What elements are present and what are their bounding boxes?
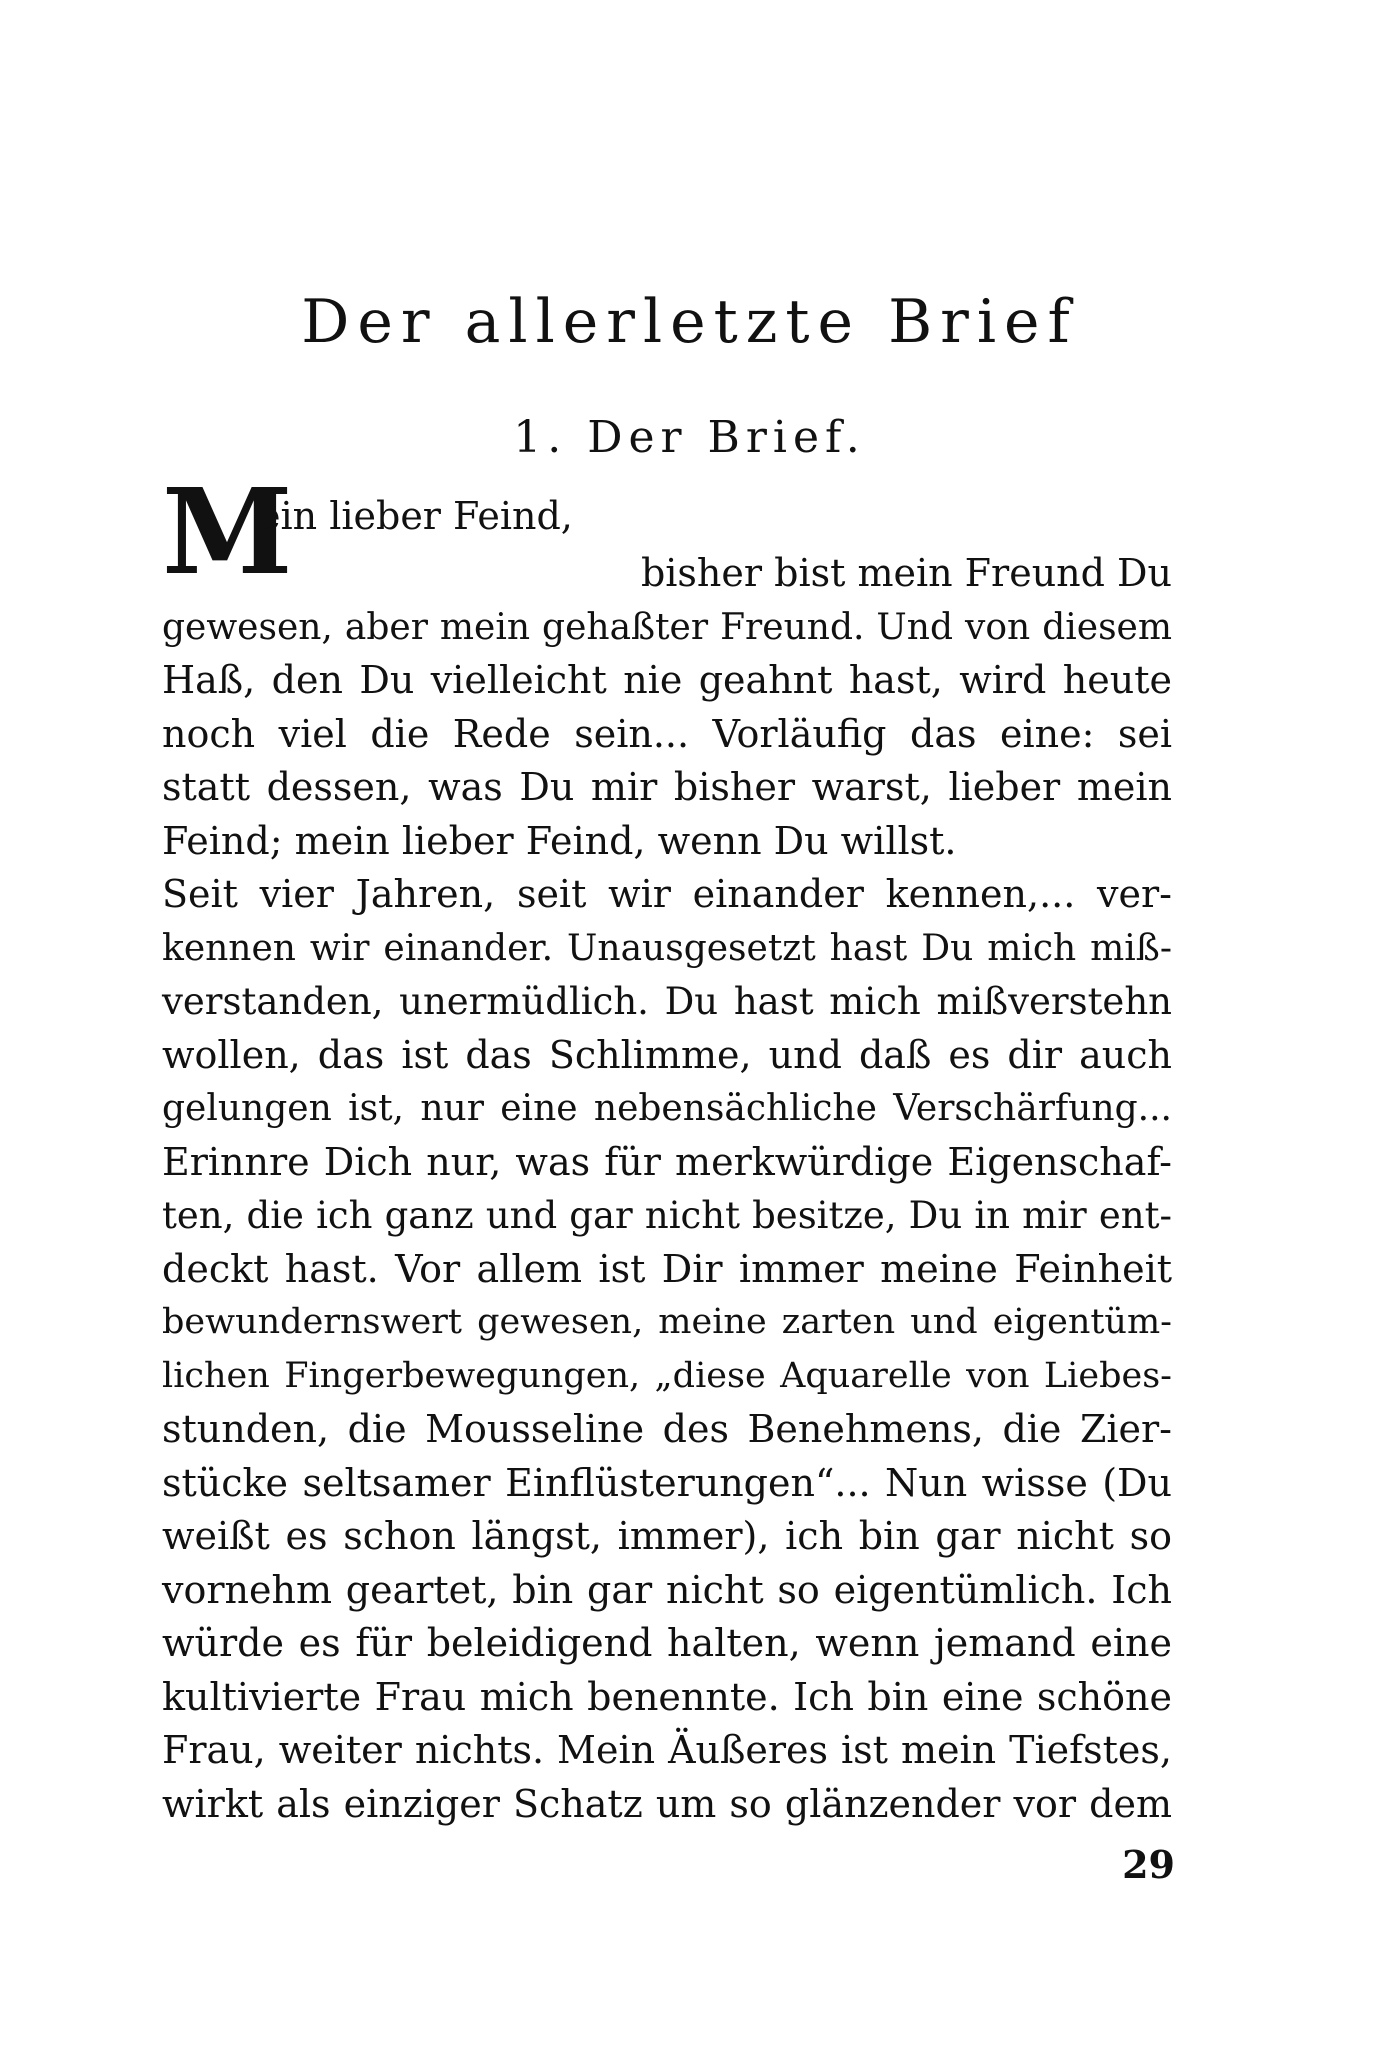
text-line: Haß, den Du vielleicht nie geahnt hast, wird heute (162, 658, 1172, 702)
salutation-text: ein lieber Feind, (258, 494, 573, 538)
text-line: verstanden, unermüdlich. Du hast mich mißverstehn (162, 980, 1172, 1023)
page-number: 29 (1122, 1842, 1175, 1887)
text-line: wollen, das ist das Schlimme, und daß es dir auch (162, 1032, 1172, 1077)
text-line: Feind; mein lieber Feind, wenn Du willst. (162, 818, 957, 863)
text-line: kultivierte Frau mich benennte. Ich bin eine schöne (162, 1674, 1172, 1719)
section-title: 1. Der Brief. (513, 412, 866, 463)
text-line: vornehm geartet, bin gar nicht so eigentümlich. Ich (162, 1567, 1172, 1612)
text-line: stücke seltsamer Einflüsterungen“... Nun wisse (Du (162, 1460, 1172, 1505)
drop-cap: M (162, 462, 293, 601)
text-line: Seit vier Jahren, seit wir einander kennen,... ver- (162, 872, 1172, 916)
text-line: deckt hast. Vor allem ist Dir immer meine Feinheit (162, 1246, 1172, 1291)
text-line: statt dessen, was Du mir bisher warst, lieber mein (162, 765, 1172, 809)
text-line: bewundernswert gewesen, meine zarten und eigentüm- (162, 1302, 1172, 1342)
text-line: gelungen ist, nur eine nebensächliche Verschärfung... (162, 1088, 1172, 1129)
text-line: ten, die ich ganz und gar nicht besitze, Du in mir ent- (162, 1194, 1172, 1237)
body-text (162, 547, 1172, 1831)
text-line: Frau, weiter nichts. Mein Äußeres ist mein Tiefstes, (162, 1728, 1172, 1772)
chapter-title: Der allerletzte Brief (301, 287, 1078, 357)
text-line: weißt es schon längst, immer), ich bin gar nicht so (162, 1514, 1172, 1558)
text-line: lichen Fingerbewegungen, „diese Aquarelle von Liebes- (162, 1355, 1172, 1396)
text-line: gewesen, aber mein gehaßter Freund. Und von diesem (162, 606, 1172, 648)
text-line: Erinnre Dich nur, was für merkwürdige Eigenschaf- (162, 1139, 1172, 1184)
text-line: wirkt als einziger Schatz um so glänzender vor dem (162, 1781, 1172, 1826)
text-line: noch viel die Rede sein... Vorläufig das eine: sei (162, 711, 1172, 756)
text-line: stunden, die Mousseline des Benehmens, die Zier- (162, 1407, 1172, 1451)
text-line: bisher bist mein Freund Du (640, 551, 1172, 595)
text-line: würde es für beleidigend halten, wenn jemand eine (162, 1621, 1172, 1665)
text-line: kennen wir einander. Unausgesetzt hast Du mich miß- (162, 927, 1172, 969)
